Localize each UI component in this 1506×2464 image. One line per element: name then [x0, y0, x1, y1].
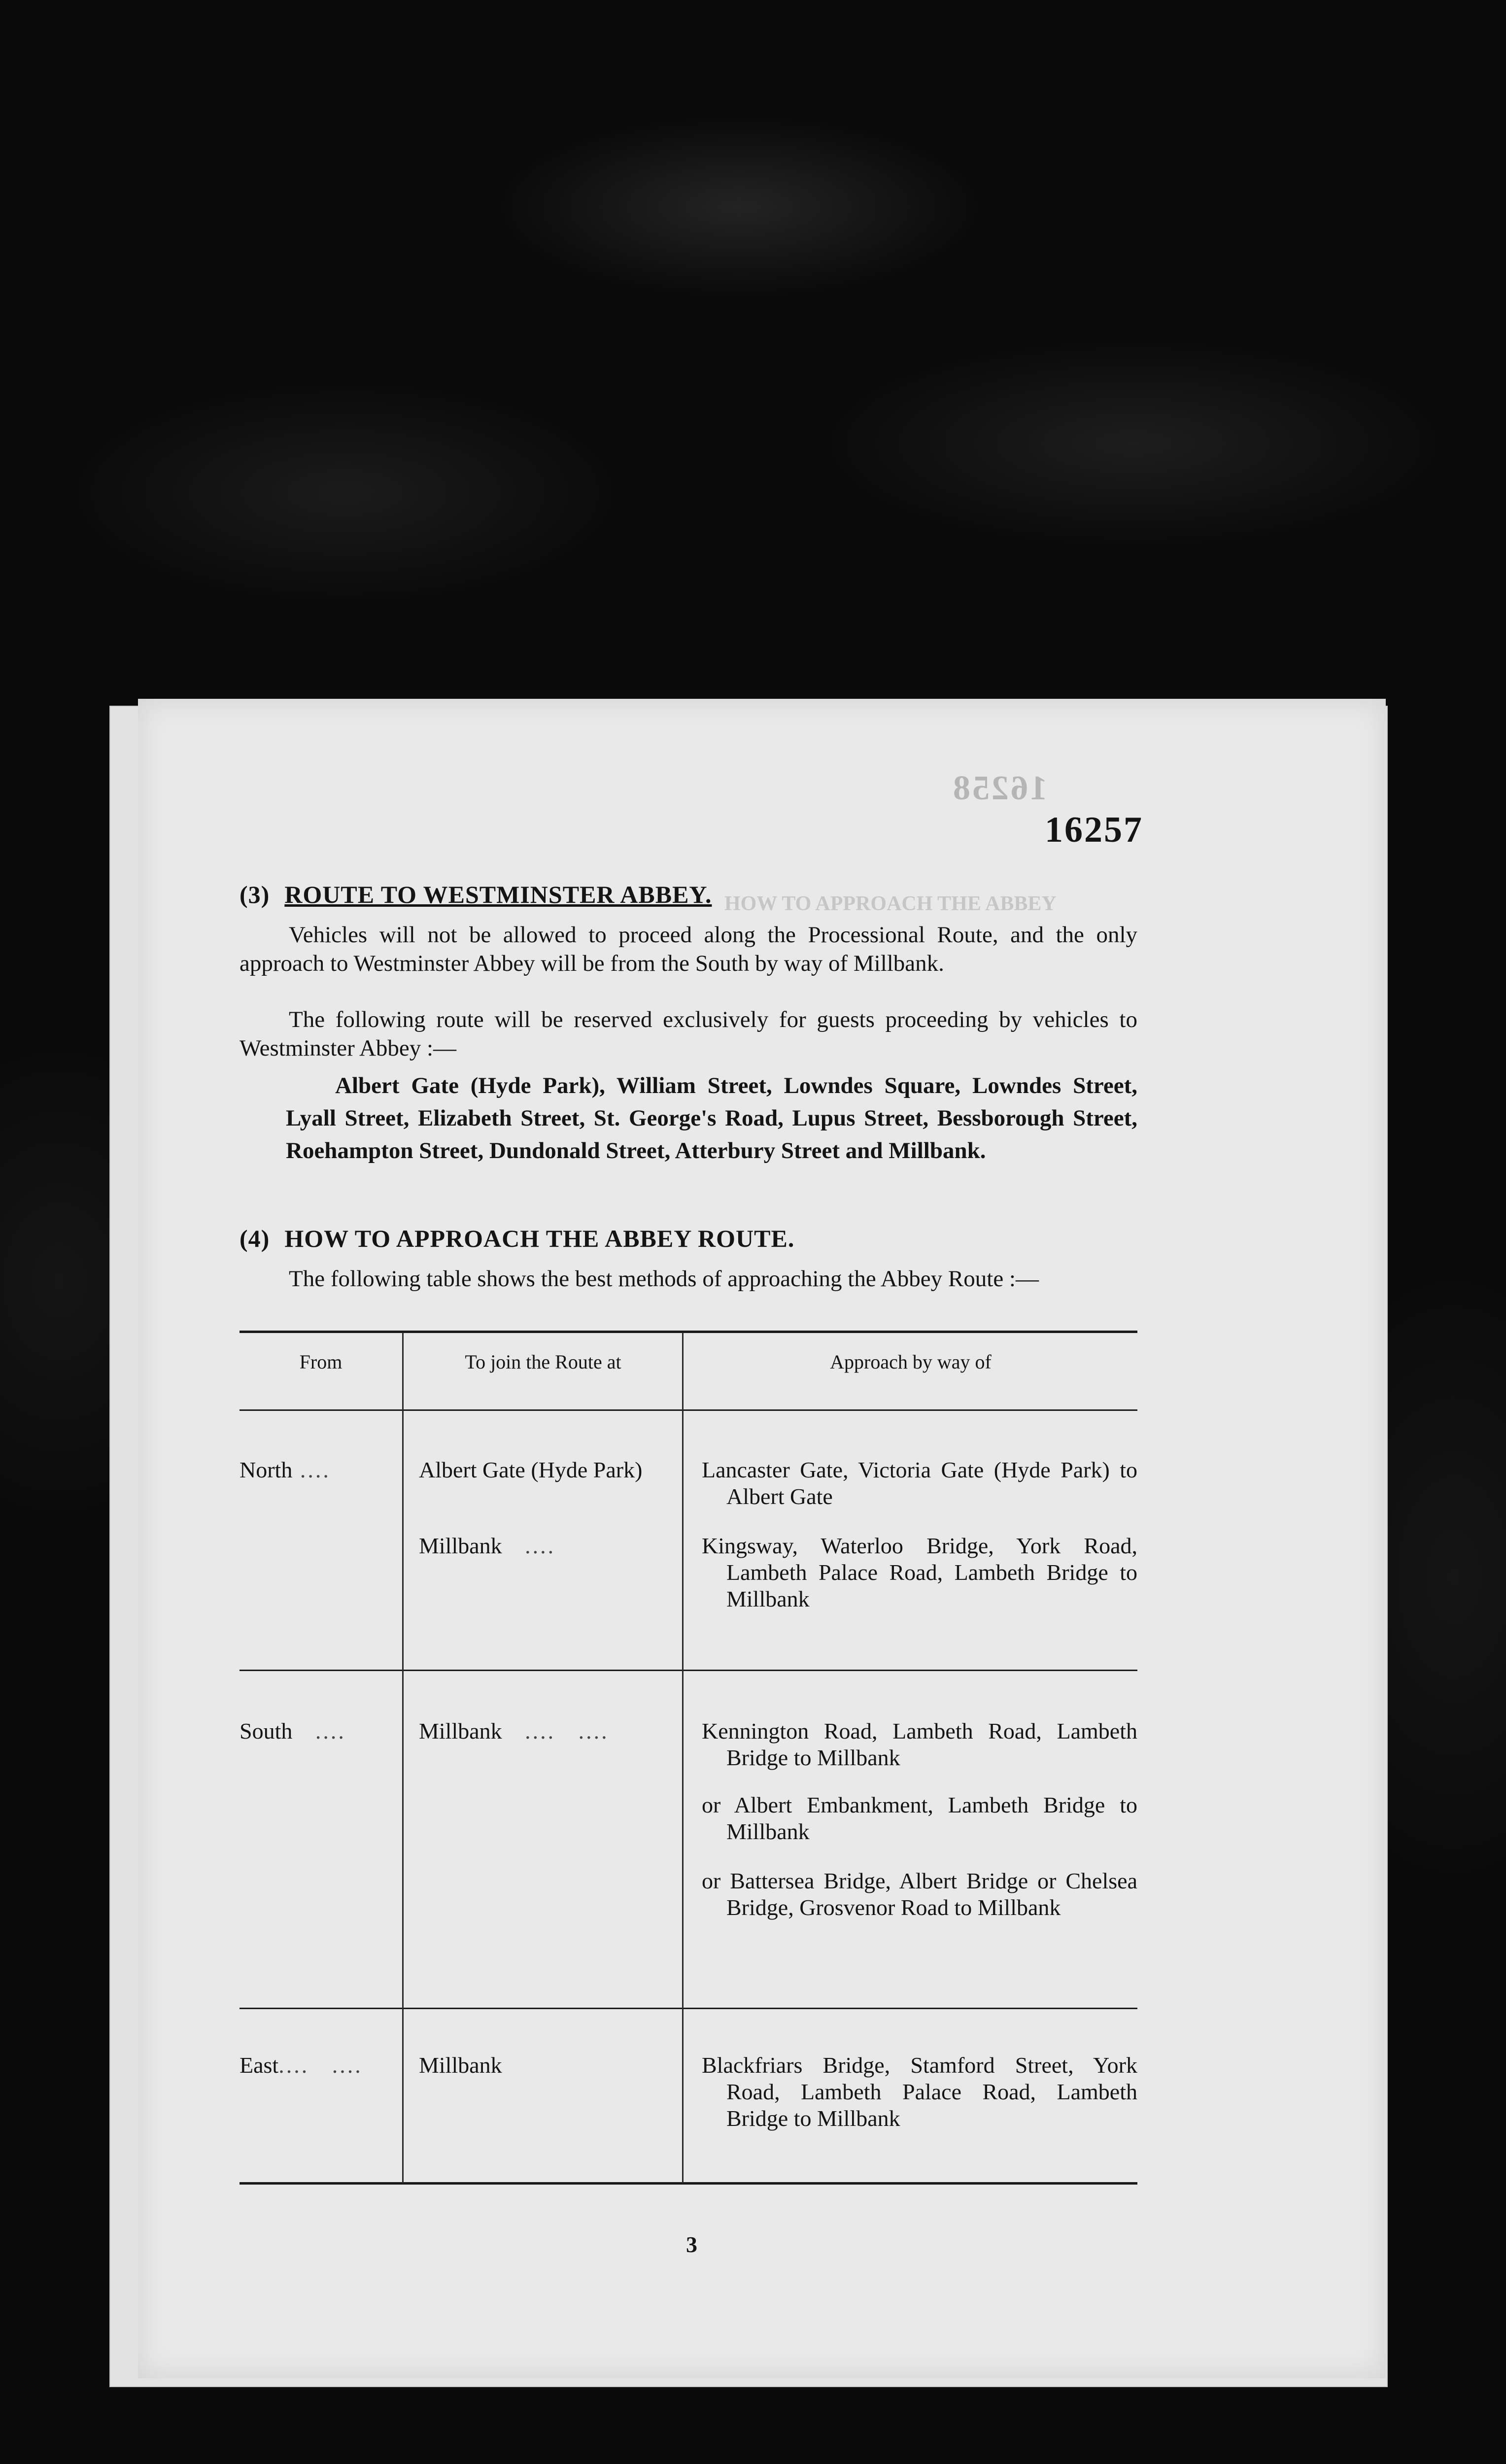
table-header-rule — [240, 1409, 1137, 1411]
row-east-approach-1: Blackfriars Bridge, Stamford Street, York Road, Lambeth Palace Road, Lambeth Bridge to Millbank — [702, 2053, 1137, 2131]
row-north-approach-2: Kingsway, Waterloo Bridge, York Road, Lambeth Palace Road, Lambeth Bridge to Millbank — [702, 1533, 1137, 1611]
row-north-approach-1: Lancaster Gate, Victoria Gate (Hyde Park) to Albert Gate — [702, 1457, 1137, 1509]
row-south-approach-1: Kennington Road, Lambeth Road, Lambeth Bridge to Millbank — [702, 1718, 1137, 1770]
reserved-route-list: Albert Gate (Hyde Park), William Street, Lowndes Square, Lowndes Street, Lyall Street, Elizabeth Street, St. George's Road, Lupus Street, Bessborough Street, Roehampton Street, Dundonald Street, Atterbury Street and Millbank. — [286, 1073, 1137, 1164]
section-3-heading — [240, 880, 712, 909]
bleed-through-text: HOW TO APPROACH THE ABBEY — [724, 892, 1057, 915]
bleed-through-number: 16258 — [951, 769, 1047, 807]
section-4-heading — [240, 1224, 794, 1253]
row-north-join-2: Millbank .... — [419, 1533, 556, 1558]
header-from: From — [299, 1351, 342, 1373]
section-4-number: (4) — [240, 1225, 270, 1252]
row-south-approach-2: or Albert Embankment, Lambeth Bridge to Millbank — [702, 1792, 1137, 1844]
table-column-divider — [402, 1333, 404, 2183]
table-bottom-rule — [240, 2182, 1137, 2185]
row-from-south: South .... — [240, 1718, 346, 1744]
header-approach: Approach by way of — [830, 1351, 992, 1373]
table-row-divider — [240, 2008, 1137, 2009]
section-4-intro: The following table shows the best methods of approaching the Abbey Route :— — [289, 1266, 1039, 1292]
document-number: 16257 — [1045, 810, 1143, 850]
footer-page-number: 3 — [686, 2232, 697, 2257]
row-south-approach-3: or Battersea Bridge, Albert Bridge or Chelsea Bridge, Grosvenor Road to Millbank — [702, 1868, 1137, 1920]
row-from-north: North .... — [240, 1457, 331, 1482]
row-north-join-1: Albert Gate (Hyde Park) — [419, 1457, 643, 1482]
section-3-paragraph-2: The following route will be reserved exclusively for guests proceeding by vehicles to Westminster Abbey :— — [240, 1007, 1137, 1061]
row-from-east: East.... .... — [240, 2053, 363, 2078]
section-3-number: (3) — [240, 881, 270, 908]
row-south-join-1: Millbank .... .... — [419, 1718, 609, 1744]
section-4-title: HOW TO APPROACH THE ABBEY ROUTE. — [284, 1225, 795, 1252]
table-top-rule — [240, 1331, 1137, 1333]
header-join-route: To join the Route at — [465, 1351, 621, 1373]
row-east-join-1: Millbank — [419, 2053, 502, 2078]
section-3-paragraph-1: Vehicles will not be allowed to proceed along the Processional Route, and the only approach to Westminster Abbey will be from the South by way of Millbank. — [240, 922, 1137, 976]
table-column-divider — [682, 1333, 684, 2183]
table-row-divider — [240, 1670, 1137, 1671]
section-3-title: ROUTE TO WESTMINSTER ABBEY. — [284, 881, 712, 908]
